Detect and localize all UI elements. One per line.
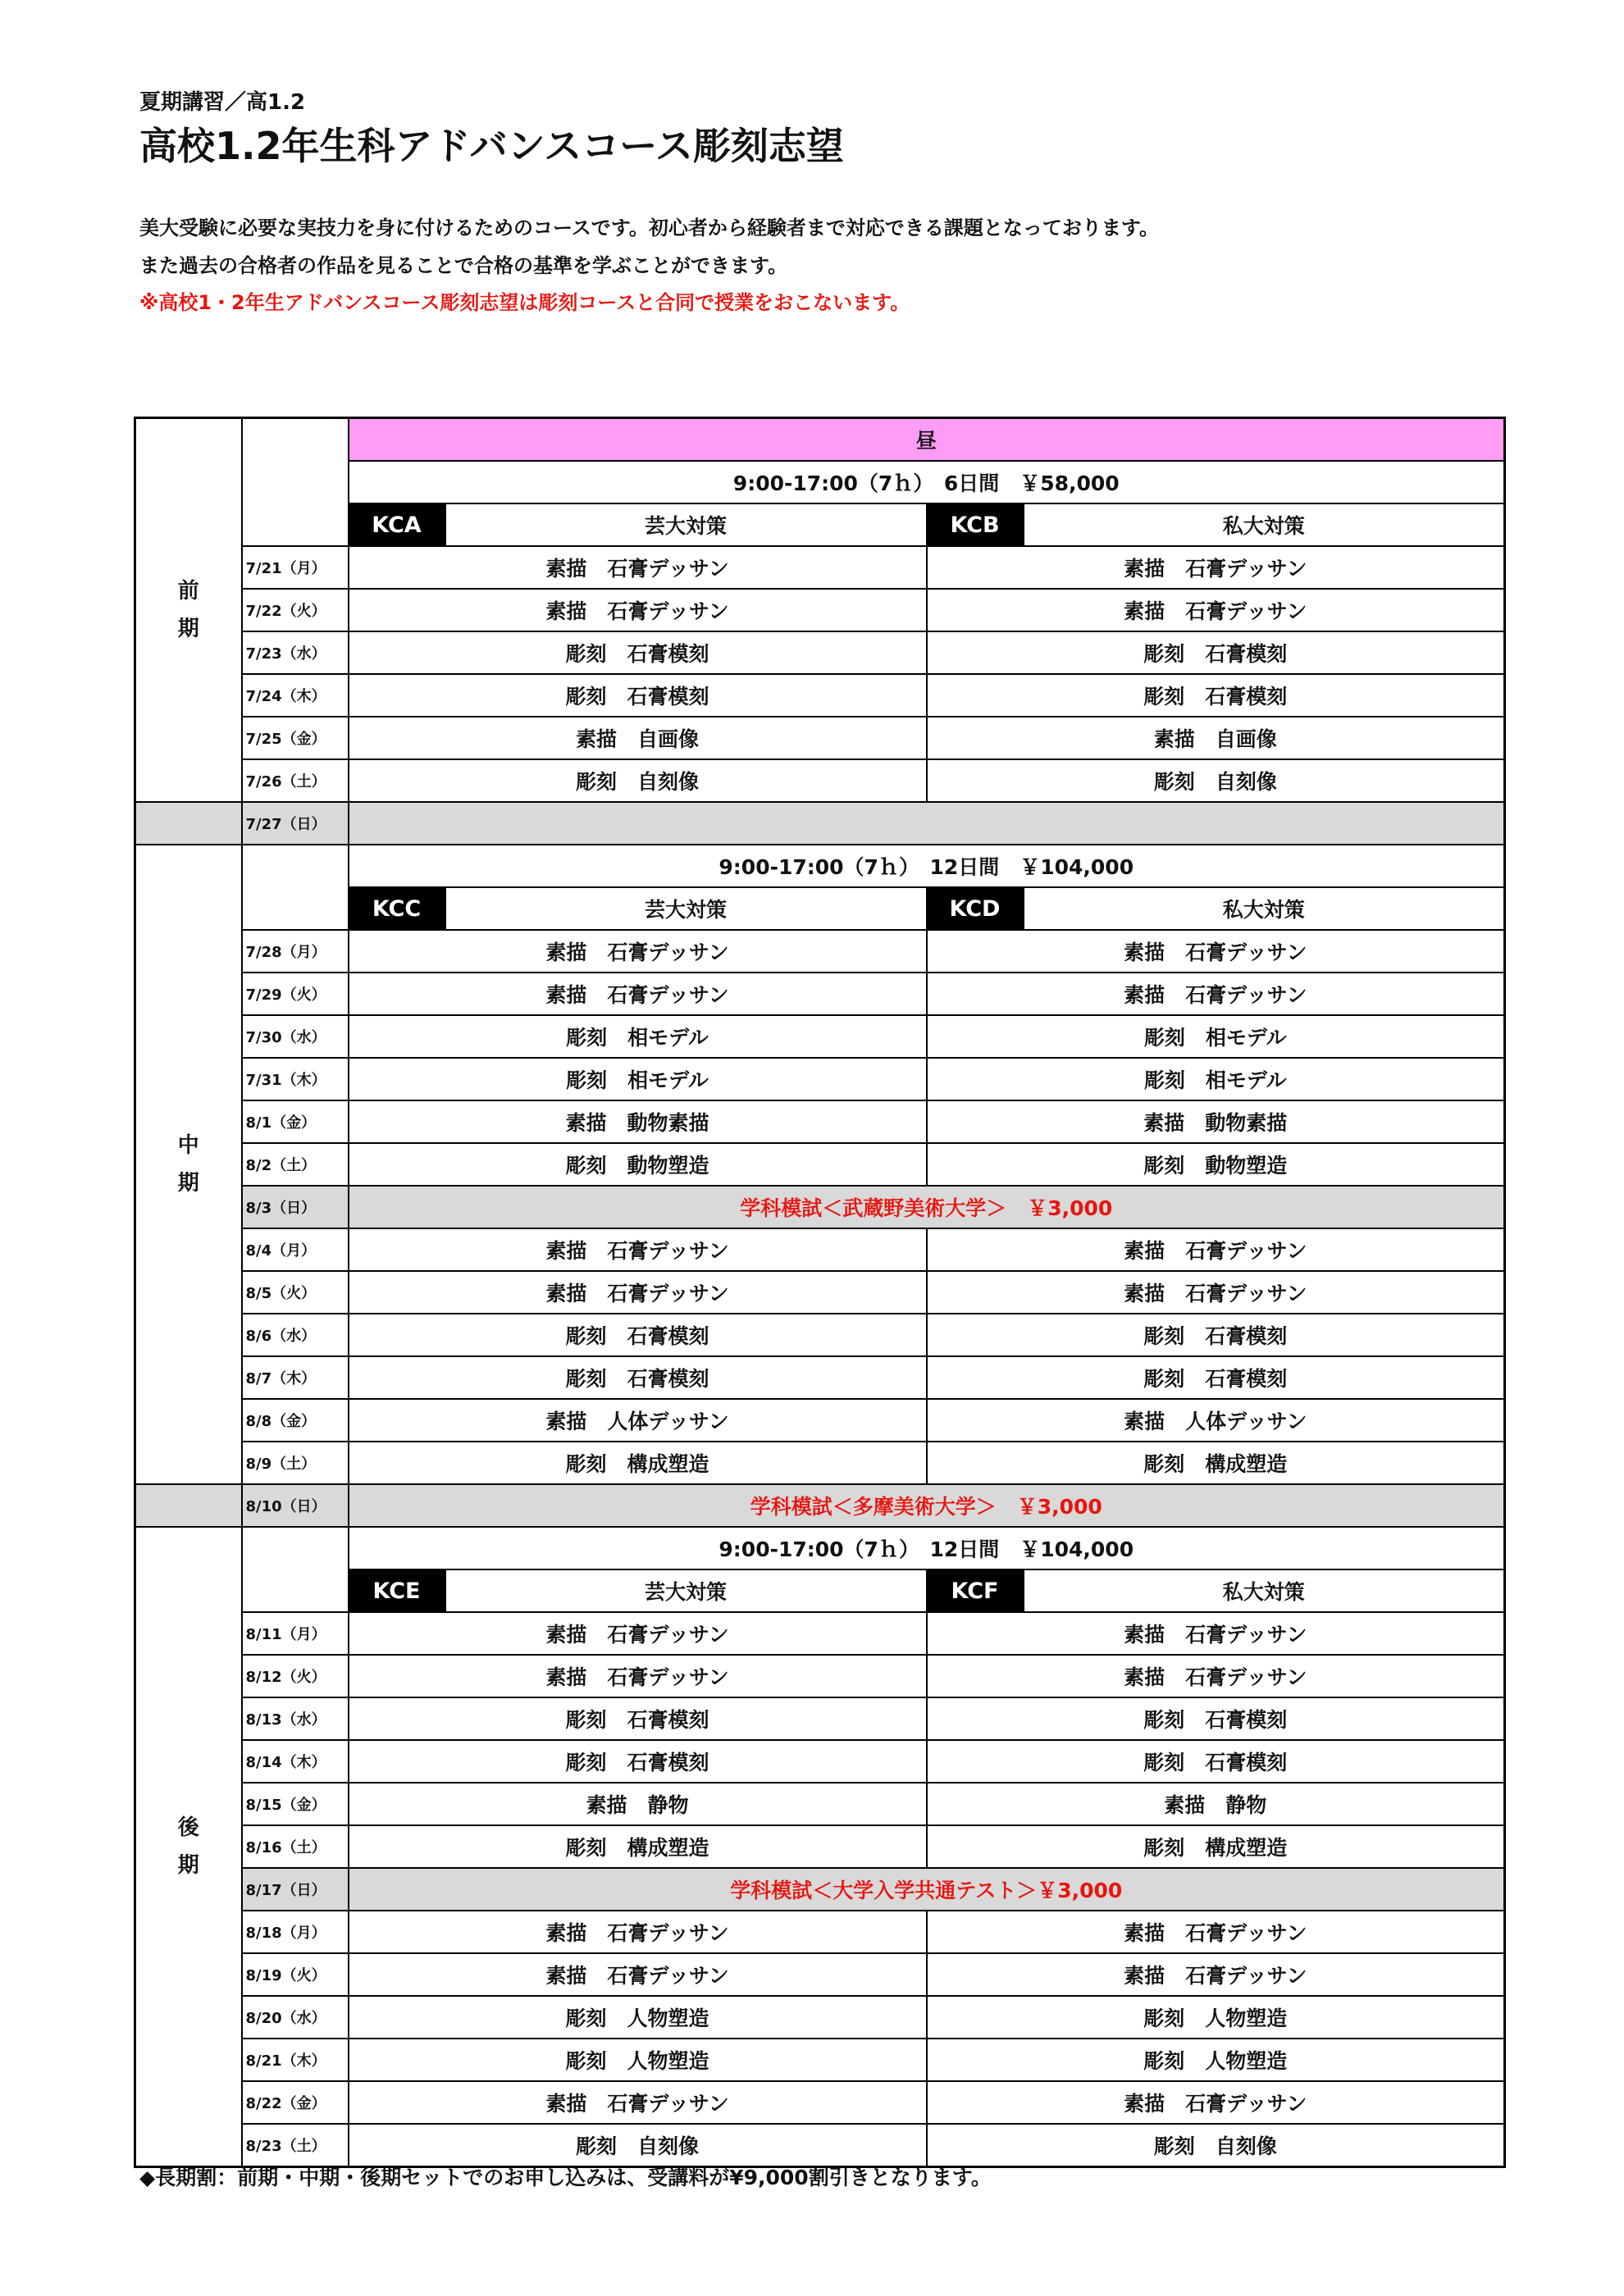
table-row (135, 1143, 1505, 1186)
break-date-cell: 7/27（日） (242, 802, 349, 845)
shidai-lesson-cell: 素描 石膏デッサン (927, 2081, 1505, 2124)
shidai-lesson-cell: 彫刻 動物塑造 (927, 1143, 1505, 1186)
shidai-lesson-cell: 彫刻 人物塑造 (927, 1996, 1505, 2039)
geidai-lesson-cell: 素描 石膏デッサン (349, 589, 927, 631)
shidai-lesson-cell: 素描 石膏デッサン (927, 546, 1505, 589)
shidai-lesson-cell: 素描 自画像 (927, 717, 1505, 759)
table-row (135, 1612, 1505, 1655)
table-row (135, 1442, 1505, 1484)
break-date-cell: 8/10（日） (242, 1484, 349, 1527)
date-cell: 7/23（水） (242, 631, 349, 674)
geidai-lesson-cell: 彫刻 自刻像 (349, 759, 927, 802)
shidai-header: 私大対策 (1024, 503, 1505, 546)
table-row (135, 1058, 1505, 1100)
table-row (135, 1655, 1505, 1697)
break-info-cell (349, 802, 1505, 845)
table-row (135, 589, 1505, 631)
geidai-header: 芸大対策 (445, 503, 927, 546)
shidai-lesson-cell: 彫刻 自刻像 (927, 2124, 1505, 2167)
table-row (135, 2039, 1505, 2081)
geidai-lesson-cell: 彫刻 構成塑造 (349, 1442, 927, 1484)
exam-date-cell: 8/3（日） (242, 1186, 349, 1228)
geidai-lesson-cell: 彫刻 動物塑造 (349, 1143, 927, 1186)
shidai-lesson-cell: 素描 石膏デッサン (927, 1228, 1505, 1271)
geidai-lesson-cell: 素描 人体デッサン (349, 1399, 927, 1442)
course-code-right: KCB (927, 503, 1024, 546)
date-cell: 8/5（火） (242, 1271, 349, 1314)
blank-cell (242, 845, 349, 930)
table-row (135, 1314, 1505, 1356)
page-title: 高校1.2年生科アドバンスコース彫刻志望 (139, 124, 844, 168)
period-label-cell: 中 期 (135, 845, 242, 1484)
date-cell: 8/20（水） (242, 1996, 349, 2039)
date-cell: 7/28（月） (242, 930, 349, 973)
geidai-lesson-cell: 彫刻 構成塑造 (349, 1825, 927, 1868)
table-row (135, 802, 1505, 845)
period-label-cell: 後 期 (135, 1527, 242, 2167)
table-row (135, 1868, 1505, 1911)
hiru-header: 昼 (349, 418, 1505, 462)
table-row (135, 1783, 1505, 1825)
exam-date-cell: 8/17（日） (242, 1868, 349, 1911)
table-row (135, 1953, 1505, 1996)
date-cell: 7/31（木） (242, 1058, 349, 1100)
date-cell: 8/19（火） (242, 1953, 349, 1996)
break-info-cell: 学科模試＜多摩美術大学＞ ￥3,000 (349, 1484, 1505, 1527)
date-cell: 7/30（水） (242, 1015, 349, 1058)
date-cell: 7/25（金） (242, 717, 349, 759)
shidai-lesson-cell: 素描 石膏デッサン (927, 1271, 1505, 1314)
course-description-line-2: また過去の合格者の作品を見ることで合格の基準を学ぶことができます。 (139, 254, 788, 277)
shidai-lesson-cell: 彫刻 石膏模刻 (927, 1697, 1505, 1740)
blank-cell (242, 1527, 349, 1612)
table-row (135, 1271, 1505, 1314)
geidai-lesson-cell: 素描 石膏デッサン (349, 2081, 927, 2124)
geidai-lesson-cell: 彫刻 自刻像 (349, 2124, 927, 2167)
geidai-lesson-cell: 彫刻 石膏模刻 (349, 631, 927, 674)
table-row (135, 1527, 1505, 1569)
shidai-header: 私大対策 (1024, 887, 1505, 930)
geidai-lesson-cell: 彫刻 人物塑造 (349, 2039, 927, 2081)
date-cell: 8/8（金） (242, 1399, 349, 1442)
geidai-header: 芸大対策 (445, 887, 927, 930)
shidai-lesson-cell: 素描 石膏デッサン (927, 930, 1505, 973)
course-code-left: KCA (349, 503, 445, 546)
date-cell: 8/18（月） (242, 1911, 349, 1953)
table-row (135, 674, 1505, 717)
date-cell: 8/15（金） (242, 1783, 349, 1825)
date-cell: 8/6（水） (242, 1314, 349, 1356)
date-cell: 8/12（火） (242, 1655, 349, 1697)
exam-info-cell: 学科模試＜大学入学共通テスト＞￥3,000 (349, 1868, 1505, 1911)
date-cell: 7/22（火） (242, 589, 349, 631)
shidai-lesson-cell: 彫刻 構成塑造 (927, 1442, 1505, 1484)
date-cell: 7/21（月） (242, 546, 349, 589)
geidai-lesson-cell: 素描 石膏デッサン (349, 973, 927, 1015)
period-label-cell: 前 期 (135, 418, 242, 803)
shidai-lesson-cell: 素描 石膏デッサン (927, 589, 1505, 631)
geidai-lesson-cell: 素描 石膏デッサン (349, 546, 927, 589)
date-cell: 8/14（木） (242, 1740, 349, 1783)
shidai-lesson-cell: 彫刻 石膏模刻 (927, 1740, 1505, 1783)
long-term-discount-note: ◆長期割：前期・中期・後期セットでのお申し込みは、受講料が¥9,000割引きとなります。 (139, 2166, 992, 2189)
geidai-lesson-cell: 素描 石膏デッサン (349, 1271, 927, 1314)
table-row (135, 631, 1505, 674)
date-cell: 8/7（木） (242, 1356, 349, 1399)
table-row (135, 1484, 1505, 1527)
shidai-lesson-cell: 素描 石膏デッサン (927, 973, 1505, 1015)
course-description-line-1: 美大受験に必要な実技力を身に付けるためのコースです。初心者から経験者まで対応できる課題となっております。 (139, 216, 1159, 239)
geidai-lesson-cell: 素描 静物 (349, 1783, 927, 1825)
geidai-lesson-cell: 彫刻 相モデル (349, 1058, 927, 1100)
shidai-lesson-cell: 素描 石膏デッサン (927, 1911, 1505, 1953)
geidai-lesson-cell: 素描 石膏デッサン (349, 930, 927, 973)
table-row (135, 1100, 1505, 1143)
table-row (135, 759, 1505, 802)
geidai-lesson-cell: 素描 動物素描 (349, 1100, 927, 1143)
date-cell: 8/21（木） (242, 2039, 349, 2081)
date-cell: 8/11（月） (242, 1612, 349, 1655)
geidai-lesson-cell: 素描 自画像 (349, 717, 927, 759)
shidai-lesson-cell: 彫刻 構成塑造 (927, 1825, 1505, 1868)
geidai-lesson-cell: 素描 石膏デッサン (349, 1911, 927, 1953)
break-blank-cell (135, 802, 242, 845)
course-code-right: KCF (927, 1569, 1024, 1612)
geidai-lesson-cell: 素描 石膏デッサン (349, 1655, 927, 1697)
date-cell: 8/4（月） (242, 1228, 349, 1271)
shidai-lesson-cell: 素描 人体デッサン (927, 1399, 1505, 1442)
date-cell: 8/23（土） (242, 2124, 349, 2167)
break-blank-cell (135, 1484, 242, 1527)
shidai-lesson-cell: 素描 石膏デッサン (927, 1655, 1505, 1697)
table-row (135, 1356, 1505, 1399)
geidai-lesson-cell: 素描 石膏デッサン (349, 1228, 927, 1271)
table-row (135, 546, 1505, 589)
shidai-lesson-cell: 彫刻 石膏模刻 (927, 631, 1505, 674)
table-row (135, 717, 1505, 759)
course-info-cell: 9:00-17:00（7ｈ） 12日間 ￥104,000 (349, 1527, 1505, 1569)
shidai-lesson-cell: 素描 静物 (927, 1783, 1505, 1825)
page-subtitle: 夏期講習／高1.2 (139, 90, 306, 115)
shidai-lesson-cell: 素描 動物素描 (927, 1100, 1505, 1143)
geidai-header: 芸大対策 (445, 1569, 927, 1612)
shidai-lesson-cell: 彫刻 石膏模刻 (927, 674, 1505, 717)
shidai-lesson-cell: 素描 石膏デッサン (927, 1953, 1505, 1996)
geidai-lesson-cell: 彫刻 石膏模刻 (349, 1697, 927, 1740)
geidai-lesson-cell: 彫刻 人物塑造 (349, 1996, 927, 2039)
table-row (135, 1911, 1505, 1953)
geidai-lesson-cell: 素描 石膏デッサン (349, 1953, 927, 1996)
table-row (135, 973, 1505, 1015)
date-cell: 8/16（土） (242, 1825, 349, 1868)
shidai-lesson-cell: 彫刻 石膏模刻 (927, 1314, 1505, 1356)
course-code-right: KCD (927, 887, 1024, 930)
date-cell: 7/24（木） (242, 674, 349, 717)
blank-cell (242, 418, 349, 547)
shidai-lesson-cell: 彫刻 石膏模刻 (927, 1356, 1505, 1399)
table-row (135, 2124, 1505, 2167)
course-info-cell: 9:00-17:00（7ｈ） 6日間 ￥58,000 (349, 461, 1505, 503)
date-cell: 8/13（水） (242, 1697, 349, 1740)
table-row (135, 1825, 1505, 1868)
course-code-left: KCC (349, 887, 445, 930)
date-cell: 8/9（土） (242, 1442, 349, 1484)
shidai-lesson-cell: 彫刻 自刻像 (927, 759, 1505, 802)
table-row (135, 930, 1505, 973)
table-row (135, 1399, 1505, 1442)
table-row (135, 1996, 1505, 2039)
date-cell: 8/1（金） (242, 1100, 349, 1143)
table-row (135, 1228, 1505, 1271)
shidai-header: 私大対策 (1024, 1569, 1505, 1612)
date-cell: 7/29（火） (242, 973, 349, 1015)
geidai-lesson-cell: 素描 石膏デッサン (349, 1612, 927, 1655)
shidai-lesson-cell: 彫刻 相モデル (927, 1015, 1505, 1058)
table-row (135, 2081, 1505, 2124)
schedule-table (134, 417, 1506, 2168)
table-row (135, 845, 1505, 887)
geidai-lesson-cell: 彫刻 石膏模刻 (349, 1740, 927, 1783)
geidai-lesson-cell: 彫刻 石膏模刻 (349, 1356, 927, 1399)
table-row (135, 1740, 1505, 1783)
geidai-lesson-cell: 彫刻 石膏模刻 (349, 1314, 927, 1356)
date-cell: 7/26（土） (242, 759, 349, 802)
table-row (135, 1015, 1505, 1058)
shidai-lesson-cell: 彫刻 相モデル (927, 1058, 1505, 1100)
joint-class-note: ※高校1・2年生アドバンスコース彫刻志望は彫刻コースと合同で授業をおこないます。 (139, 291, 910, 314)
table-row (135, 1186, 1505, 1228)
shidai-lesson-cell: 素描 石膏デッサン (927, 1612, 1505, 1655)
course-info-cell: 9:00-17:00（7ｈ） 12日間 ￥104,000 (349, 845, 1505, 887)
geidai-lesson-cell: 彫刻 相モデル (349, 1015, 927, 1058)
geidai-lesson-cell: 彫刻 石膏模刻 (349, 674, 927, 717)
date-cell: 8/22（金） (242, 2081, 349, 2124)
course-code-left: KCE (349, 1569, 445, 1612)
date-cell: 8/2（土） (242, 1143, 349, 1186)
table-row (135, 1697, 1505, 1740)
table-row (135, 418, 1505, 462)
exam-info-cell: 学科模試＜武蔵野美術大学＞ ￥3,000 (349, 1186, 1505, 1228)
shidai-lesson-cell: 彫刻 人物塑造 (927, 2039, 1505, 2081)
